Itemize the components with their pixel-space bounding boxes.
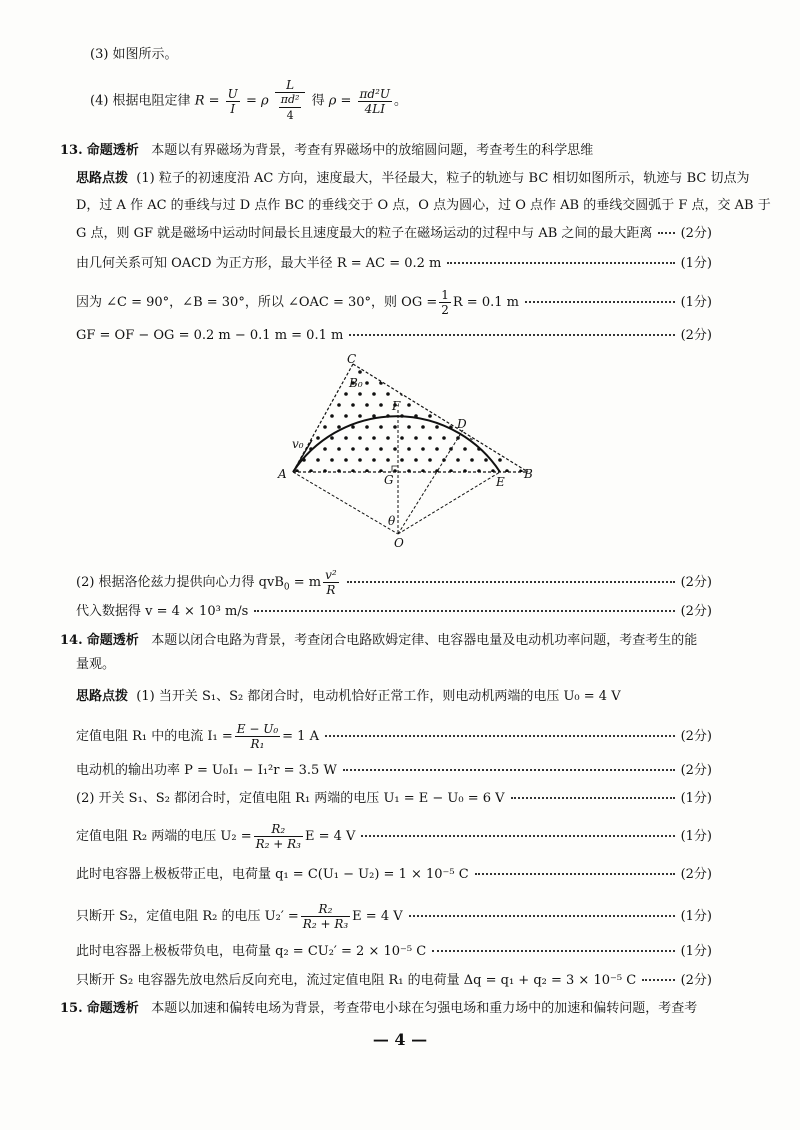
field-dot: [344, 392, 348, 396]
field-dot: [295, 381, 299, 385]
q14-step1: 思路点拨 (1) 当开关 S₁、S₂ 都闭合时，电动机恰好正常工作，则电动机两端的电压 U₀ = 4 V: [76, 689, 621, 704]
field-dot: [526, 392, 530, 396]
field-dot: [351, 403, 355, 407]
field-dot: [393, 381, 397, 385]
field-dot: [358, 458, 362, 462]
field-dot: [484, 436, 488, 440]
field-dot: [379, 425, 383, 429]
label-F: F: [392, 399, 401, 413]
field-dot: [309, 381, 313, 385]
field-dot: [400, 370, 404, 374]
label-B: B: [524, 467, 533, 481]
q14-step2: 定值电阻 R₁ 中的电流 I₁ = $\frac{\text{E − U₀}}{\text{R₁}}$ = 1 A (2分): [76, 722, 712, 751]
field-dot: [456, 458, 460, 462]
field-dot: [400, 436, 404, 440]
field-dot: [484, 414, 488, 418]
answer-3: (3) 如图所示。: [90, 47, 178, 62]
field-dot: [351, 447, 355, 451]
field-dot: [491, 381, 495, 385]
field-dot: [449, 381, 453, 385]
field-dot: [351, 425, 355, 429]
q14-header-cont: 量观。: [76, 657, 116, 672]
field-dot: [316, 458, 320, 462]
field-dot: [442, 414, 446, 418]
q13-step5: 因为 ∠C = 90°，∠B = 30°，所以 ∠OAC = 30°，则 OG = $\frac{1}{2}$ R = 0.1 m (1分): [76, 288, 712, 317]
label-theta: θ: [388, 514, 396, 528]
field-dot: [428, 458, 432, 462]
label-D: D: [457, 417, 467, 431]
field-dot: [379, 447, 383, 451]
field-dot: [302, 392, 306, 396]
field-dot: [337, 447, 341, 451]
field-dot: [526, 370, 530, 374]
field-dot: [316, 370, 320, 374]
field-dot: [435, 381, 439, 385]
field-dot: [323, 403, 327, 407]
field-dot: [498, 370, 502, 374]
fraction-L-area: $\frac{L}{\frac{\text{πd²}}{4}}$: [275, 78, 306, 124]
field-dot: [365, 447, 369, 451]
field-dot: [421, 425, 425, 429]
field-dot: [358, 392, 362, 396]
field-dot: [344, 458, 348, 462]
field-dot: [512, 458, 516, 462]
field-dot: [365, 381, 369, 385]
field-dot: [442, 392, 446, 396]
field-dot: [498, 414, 502, 418]
field-dot: [407, 447, 411, 451]
q14-step4: (2) 开关 S₁、S₂ 都闭合时，定值电阻 R₁ 两端的电压 U₁ = E − U₀ = 6 V (1分): [76, 791, 712, 806]
q13-header: 13. 命题透析 本题以有界磁场为背景，考查有界磁场中的放缩圆问题，考查考生的科学思维: [60, 143, 594, 158]
label-B0: B₀: [349, 376, 363, 390]
field-dot: [470, 370, 474, 374]
field-dot: [344, 436, 348, 440]
q14-step7: 只断开 S₂，定值电阻 R₂ 的电压 U₂′ = $\frac{\text{R₂}}{\text{R₂ + R₃}}$ E = 4 V (1分): [76, 902, 712, 931]
label-E: E: [496, 475, 505, 489]
field-dot: [393, 425, 397, 429]
field-dot: [428, 414, 432, 418]
fraction-divider-1: $\frac{\text{R₂}}{\text{R₂ + R₃}}$: [255, 822, 301, 851]
answer-4-label: (4) 根据电阻定律: [90, 93, 191, 109]
field-dot: [288, 414, 292, 418]
q14-step9: 只断开 S₂ 电容器先放电然后反向充电，流过定值电阻 R₁ 的电荷量 Δq = q₁ + q₂ = 3 × 10⁻⁵ C (2分): [76, 973, 712, 988]
field-dot: [386, 370, 390, 374]
field-dot: [309, 425, 313, 429]
radius-OA: [293, 472, 398, 534]
field-dot: [330, 370, 334, 374]
formula-rho: = ρ: [245, 93, 269, 109]
field-dot: [484, 458, 488, 462]
q15-header: 15. 命题透析 本题以加速和偏转电场为背景，考查带电小球在匀强电场和重力场中的加速和偏转问题，考查考: [60, 1001, 698, 1016]
page-number: — 4 —: [372, 1030, 428, 1049]
fraction-current: $\frac{\text{E − U₀}}{\text{R₁}}$: [236, 722, 279, 751]
field-dot: [407, 403, 411, 407]
field-dot: [302, 414, 306, 418]
q14-step3: 电动机的输出功率 P = U₀I₁ − I₁²r = 3.5 W (2分): [76, 763, 712, 778]
field-dots: [288, 370, 530, 473]
q13-step2: D，过 A 作 AC 的垂线与过 D 点作 BC 的垂线交于 O 点，O 点为圆心，过 O 点作 AB 的垂线交圆弧于 F 点，交 AB 于: [76, 198, 771, 213]
field-dot: [526, 458, 530, 462]
field-dot: [421, 381, 425, 385]
label-C: C: [347, 352, 357, 366]
field-dot: [484, 370, 488, 374]
field-dot: [526, 414, 530, 418]
field-dot: [288, 392, 292, 396]
field-dot: [365, 403, 369, 407]
field-dot: [470, 414, 474, 418]
field-dot: [358, 436, 362, 440]
field-dot: [323, 425, 327, 429]
field-dot: [526, 436, 530, 440]
q14-step8: 此时电容器上极板带负电，电荷量 q₂ = CU₂′ = 2 × 10⁻⁵ C (1分): [76, 944, 712, 959]
field-dot: [428, 392, 432, 396]
formula-R: R =: [194, 93, 220, 109]
field-dot: [323, 447, 327, 451]
formula-rho-result: ρ =: [328, 93, 352, 109]
fraction-divider-2: $\frac{\text{R₂}}{\text{R₂ + R₃}}$: [302, 902, 349, 931]
field-dot: [491, 403, 495, 407]
field-dot: [519, 447, 523, 451]
q13-step6: GF = OF − OG = 0.2 m − 0.1 m = 0.1 m (2分): [76, 328, 712, 343]
field-dot: [372, 458, 376, 462]
field-dot: [316, 414, 320, 418]
field-dot: [456, 392, 460, 396]
field-dot: [512, 436, 516, 440]
field-dot: [372, 436, 376, 440]
label-v0: v₀: [292, 437, 304, 451]
field-dot: [337, 381, 341, 385]
field-dot: [372, 370, 376, 374]
field-dot: [337, 403, 341, 407]
q14-step5: 定值电阻 R₂ 两端的电压 U₂ = $\frac{\text{R₂}}{\text{R₂ + R₃}}$ E = 4 V (1分): [76, 822, 712, 851]
magnetic-field-figure: [270, 350, 540, 550]
radius-OD: [398, 430, 463, 534]
field-dot: [414, 458, 418, 462]
field-dot: [463, 403, 467, 407]
field-dot: [505, 403, 509, 407]
field-dot: [477, 425, 481, 429]
field-dot: [435, 403, 439, 407]
field-dot: [414, 392, 418, 396]
field-dot: [463, 447, 467, 451]
field-dot: [491, 425, 495, 429]
field-dot: [330, 458, 334, 462]
q14-header: 14. 命题透析 本题以闭合电路为背景，考查闭合电路欧姆定律、电容器电量及电动机功率问题，考查考生的能: [60, 633, 698, 648]
label-O: O: [394, 536, 404, 550]
field-dot: [330, 392, 334, 396]
q13-step4: 由几何关系可知 OACD 为正方形，最大半径 R = AC = 0.2 m (1分): [76, 256, 712, 271]
answer-4-de: 得: [311, 93, 325, 109]
field-dot: [519, 381, 523, 385]
field-dot: [288, 458, 292, 462]
field-dot: [512, 392, 516, 396]
field-dot: [470, 392, 474, 396]
field-dot: [407, 381, 411, 385]
field-dot: [414, 436, 418, 440]
field-dot: [379, 403, 383, 407]
field-dot: [309, 403, 313, 407]
field-dot: [428, 436, 432, 440]
field-dot: [358, 414, 362, 418]
label-A: A: [278, 467, 287, 481]
field-dot: [512, 370, 516, 374]
field-dot: [519, 425, 523, 429]
field-dot: [484, 392, 488, 396]
field-dot: [435, 447, 439, 451]
field-dot: [512, 414, 516, 418]
field-dot: [372, 392, 376, 396]
field-dot: [386, 392, 390, 396]
field-dot: [505, 447, 509, 451]
field-dot: [463, 381, 467, 385]
field-dot: [316, 436, 320, 440]
field-dot: [470, 458, 474, 462]
answer-4: (4) 根据电阻定律 R = $\frac{U}{I}$ = ρ $\frac{L}{\frac{\text{πd²}}{4}}$ 得 ρ = $\frac{\text{πd²U}}{4LI}$ 。: [90, 78, 408, 122]
q13-step8: 代入数据得 v = 4 × 10³ m/s (2分): [76, 604, 712, 619]
field-dot: [421, 447, 425, 451]
field-dot: [358, 370, 362, 374]
field-dot: [456, 370, 460, 374]
field-dot: [442, 370, 446, 374]
field-dot: [323, 381, 327, 385]
field-dot: [337, 425, 341, 429]
field-dot: [519, 403, 523, 407]
field-dot: [414, 370, 418, 374]
fraction-half: $\frac{1}{2}$: [441, 288, 449, 317]
field-dot: [386, 458, 390, 462]
field-dot: [428, 370, 432, 374]
fraction-v2-R: $\frac{\text{v²}}{R}$: [325, 568, 337, 597]
field-dot: [477, 381, 481, 385]
field-dot: [498, 458, 502, 462]
field-dot: [393, 447, 397, 451]
field-dot: [505, 381, 509, 385]
field-dot: [330, 414, 334, 418]
q13-step7: (2) 根据洛伦兹力提供向心力得 qvB$_0$ = m $\frac{\text{v²}}{R}$ (2分): [76, 568, 712, 597]
field-dot: [498, 436, 502, 440]
fraction-rho: $\frac{\text{πd²U}}{4LI}$: [359, 86, 391, 116]
field-dot: [379, 381, 383, 385]
label-G: G: [384, 473, 394, 487]
field-dot: [316, 392, 320, 396]
q14-step6: 此时电容器上极板带正电，电荷量 q₁ = C(U₁ − U₂) = 1 × 10⁻⁵ C (2分): [76, 867, 712, 882]
field-dot: [477, 403, 481, 407]
field-dot: [330, 436, 334, 440]
field-dot: [302, 370, 306, 374]
trajectory-arc: [293, 416, 500, 472]
q13-step3: G 点，则 GF 就是磁场中运动时间最长且速度最大的粒子在磁场运动的过程中与 AB 之间的最大距离 (2分): [76, 226, 712, 241]
field-dot: [386, 436, 390, 440]
field-dot: [400, 458, 404, 462]
field-dot: [505, 425, 509, 429]
field-dot: [295, 403, 299, 407]
q13-step1: 思路点拨 (1) 粒子的初速度沿 AC 方向，速度最大，半径最大，粒子的轨迹与 BC 相切如图所示，轨迹与 BC 切点为: [76, 171, 750, 186]
field-dot: [295, 425, 299, 429]
field-dot: [365, 425, 369, 429]
fraction-U-I: $\frac{U}{I}$: [227, 86, 238, 116]
field-dot: [407, 425, 411, 429]
field-dot: [498, 392, 502, 396]
radius-OE: [398, 472, 500, 534]
field-dot: [442, 436, 446, 440]
field-dot: [449, 403, 453, 407]
field-dot: [288, 370, 292, 374]
field-dot: [435, 425, 439, 429]
field-dot: [344, 414, 348, 418]
